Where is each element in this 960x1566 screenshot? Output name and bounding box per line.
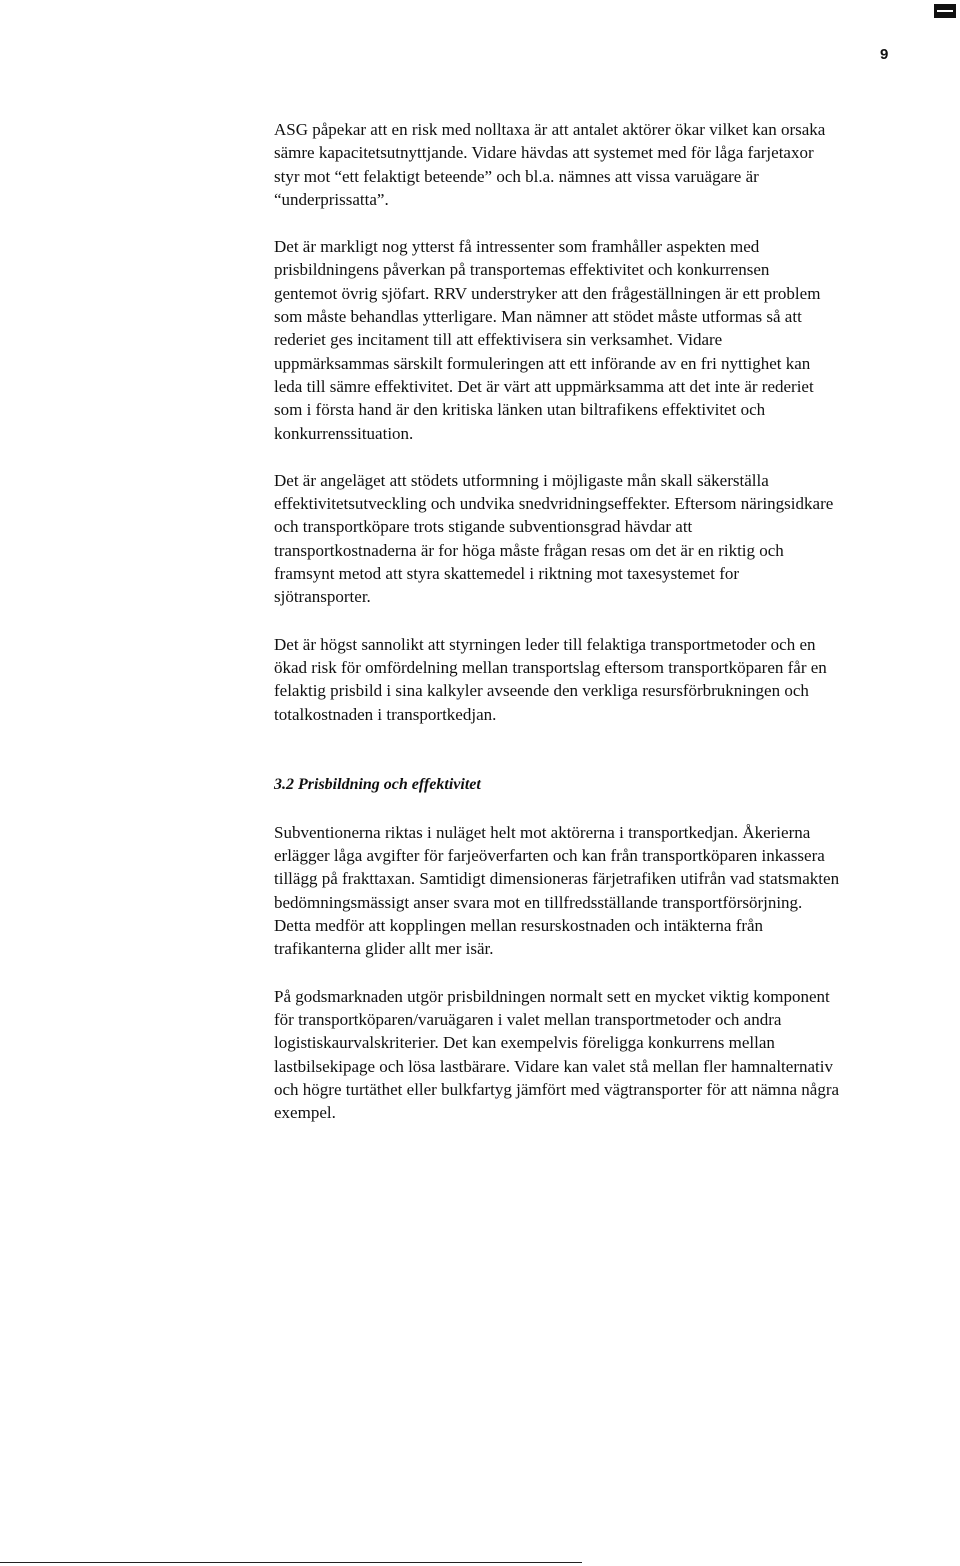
footnote-divider (0, 1562, 582, 1563)
page-number: 9 (880, 46, 889, 63)
paragraph-subventionerna: Subventionerna riktas i nuläget helt mot aktörerna i transportkedjan. Åkerierna erlägger låga avgifter för farjeöverfarten och kan från transportköparen inkassera tillägg på frakttaxan. Samtidigt dimensioneras färjetrafiken utifrån vad statsmakten bedömningsmässigt anser svara mot en tillfredsställande transportförsörjning. Detta medför att kopplingen mellan resurskostnaden och intäkterna från trafikanterna glider allt mer isär. (274, 822, 840, 959)
corner-scan-mark (934, 4, 956, 18)
document-body (274, 118, 904, 1124)
paragraph-asg: ASG påpekar att en risk med nolltaxa är att antalet aktörer ökar vilket kan orsaka sämre kapacitetsutnyttjande. Vidare hävdas att systemet med för låga farjetaxor styr mot “ett felaktigt beteende” och bl.a. nämnes att vissa varuägare är “underprissatta”. (274, 120, 826, 209)
section-heading: 3.2 Prisbildning och effektivitet (274, 775, 481, 793)
paragraph-stodets-utformning: Det är angeläget att stödets utformning i möjligaste mån skall säkerställa effektivitetsutveckling och undvika snedvridningseffekter. Eftersom näringsidkare och transportköpare trots stigande subventionsgrad hävdar att transportkostnaderna är for höga måste frågan resas om det är en riktig och framsynt metod att styra skattemedel i riktning mot taxesystemet for sjötransporter. (274, 470, 834, 607)
paragraph-intressenter: Det är markligt nog ytterst få intressenter som framhåller aspekten med prisbildningens påverkan på transportemas effektivitet och konkurrensen gentemot övrig sjöfart. RRV understryker att den frågeställningen är ett problem som måste behandlas ytterligare. Man nämner att stödet måste utformas så att rederiet ges incitament till att effektivisera sin verksamhet. Vidare uppmärksammas särskilt formuleringen att ett införande av en fri nyttighet kan leda till sämre effektivitet. Det är värt att uppmärksamma att det inte är rederiet som i första hand är den kritiska länken utan biltrafikens effektivitet och konkurrenssituation. (274, 237, 821, 443)
paragraph-godsmarknaden: På godsmarknaden utgör prisbildningen normalt sett en mycket viktig komponent för transportköparen/varuägaren i valet mellan transportmetoder och andra logistiskaurvalskriterier. Det kan exempelvis föreligga konkurrens mellan lastbilsekipage och lösa lastbärare. Vidare kan valet stå mellan fler hamnalternativ och högre turtäthet eller bulkfartyg jämfört med vägtransporter för att nämna några exempel. (274, 986, 840, 1123)
paragraph-styrningen: Det är högst sannolikt att styrningen leder till felaktiga transportmetoder och en ökad risk för omfördelning mellan transportslag eftersom transportköparen får en felaktig prisbild i sina kalkyler avseende den verkliga resursförbrukningen och totalkostnaden i transportkedjan. (274, 634, 827, 724)
